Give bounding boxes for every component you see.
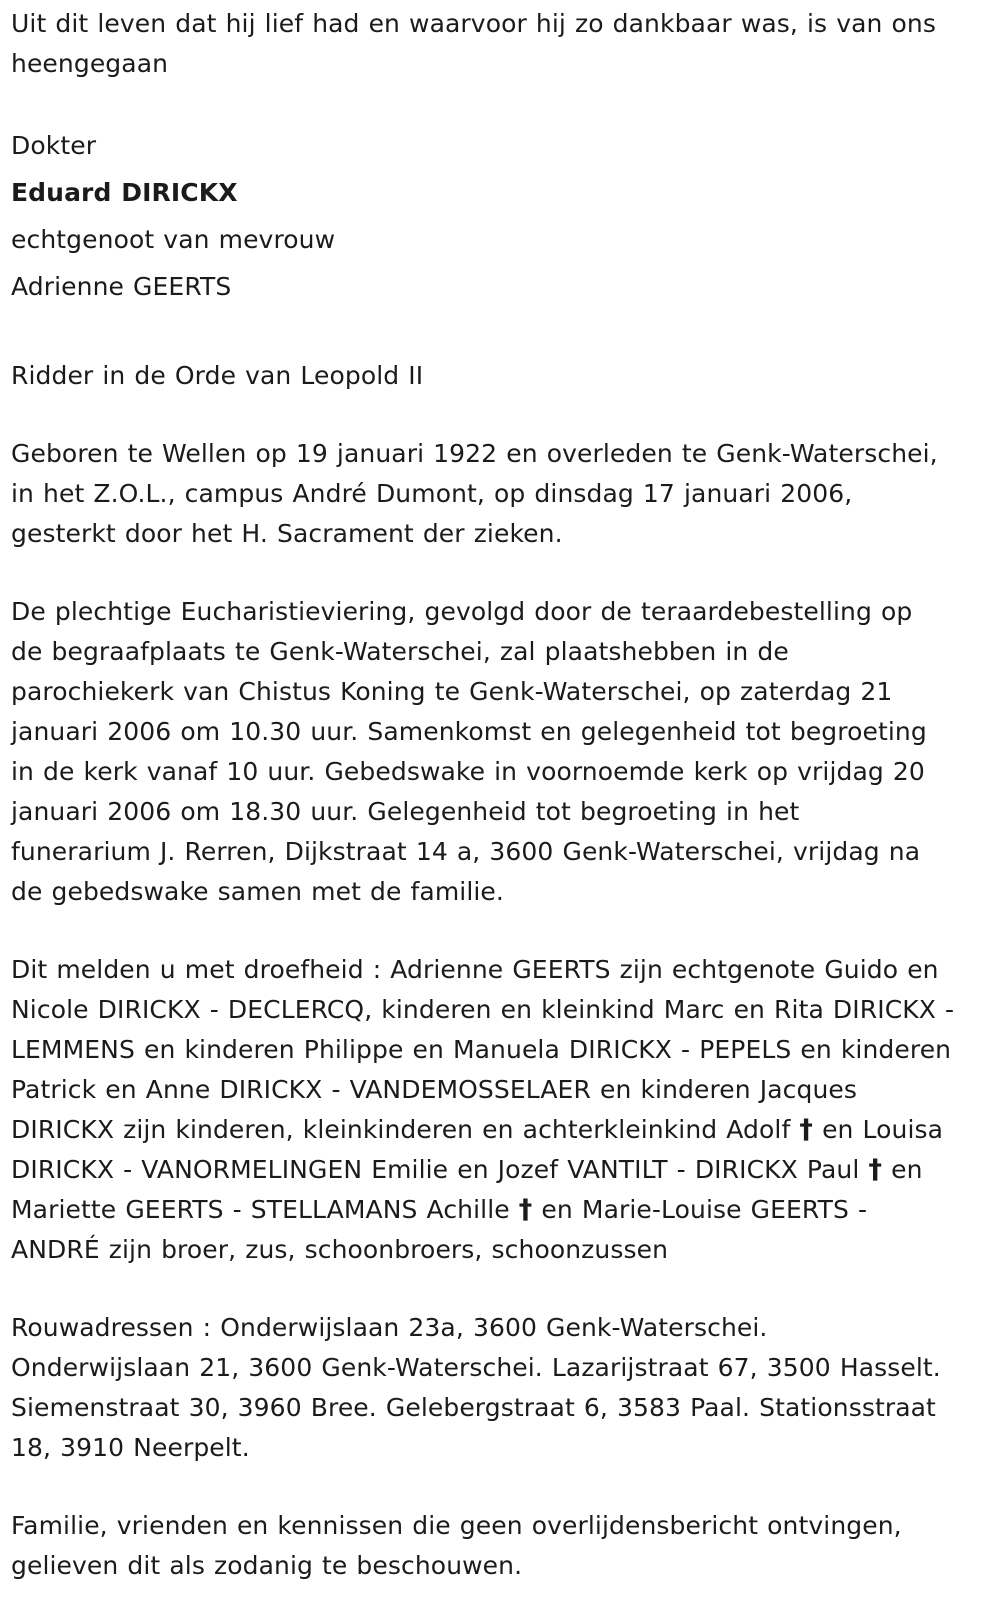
spouse-line-2: Adrienne GEERTS xyxy=(11,272,232,301)
intro-text: Uit dit leven dat hij lief had en waarvoor hij zo dankbaar was, is van ons heengegaan xyxy=(11,9,936,78)
spouse-line-1: echtgenoot van mevrouw xyxy=(11,225,336,254)
addresses-paragraph: Rouwadressen : Onderwijslaan 23a, 3600 Genk-Waterschei. Onderwijslaan 21, 3600 Genk-Waterschei. Lazarijstraat 67, 3500 Hasselt. Siemenstraat 30, 3960 Bree. Gelebergstraat 6, 3583 Paal. Stationsstraat 18, 3910 Neerpelt. xyxy=(11,1313,941,1462)
cross-icon: † xyxy=(518,1194,533,1225)
family-text-2: en Louisa DIRICKX - VANORMELINGEN Emilie en Jozef VANTILT - DIRICKX Paul xyxy=(11,1115,944,1184)
birth-death-paragraph: Geboren te Wellen op 19 januari 1922 en overleden te Genk-Waterschei, in het Z.O.L., campus André Dumont, op dinsdag 17 januari 2006, gesterkt door het H. Sacrament der zieken. xyxy=(11,439,938,548)
title-text: Dokter xyxy=(11,131,97,160)
family-text-3: en Mariette GEERTS - STELLAMANS Achille xyxy=(11,1155,923,1224)
ceremony-paragraph: De plechtige Eucharistieviering, gevolgd door de teraardebestelling op de begraafplaats te Genk-Waterschei, zal plaatshebben in de parochiekerk van Chistus Koning te Genk-Waterschei, op zaterdag 21 januari 2006 om 10.30 uur. Samenkomst en gelegenheid tot begroeting in de kerk vanaf 10 uur. Gebedswake in voornoemde kerk op vrijdag 20 januari 2006 om 18.30 uur. Gelegenheid tot begroeting in het funerarium J. Rerren, Dijkstraat 14 a, 3600 Genk-Waterschei, vrijdag na de gebedswake samen met de familie. xyxy=(11,597,927,906)
obituary-document xyxy=(11,4,996,1586)
cross-icon: † xyxy=(799,1114,814,1145)
honor-text: Ridder in de Orde van Leopold II xyxy=(11,361,424,390)
family-text-1: Dit melden u met droefheid : Adrienne GEERTS zijn echtgenote Guido en Nicole DIRICKX - DECLERCQ, kinderen en kleinkind Marc en Rita DIRICKX - LEMMENS en kinderen Philippe en Manuela DIRICKX - PEPELS en kinderen Patrick en Anne DIRICKX - VANDEMOSSELAER en kinderen Jacques DIRICKX zijn kinderen, kleinkinderen en achterkleinkind Adolf xyxy=(11,955,955,1144)
family-text-4: en Marie-Louise GEERTS - ANDRÉ zijn broer, zus, schoonbroers, schoonzussen xyxy=(11,1195,868,1264)
deceased-name: Eduard DIRICKX xyxy=(11,178,238,207)
family-paragraph xyxy=(11,950,996,1270)
closing-paragraph: Familie, vrienden en kennissen die geen overlijdensbericht ontvingen, gelieven dit als zodanig te beschouwen. xyxy=(11,1511,902,1580)
cross-icon: † xyxy=(868,1154,883,1185)
